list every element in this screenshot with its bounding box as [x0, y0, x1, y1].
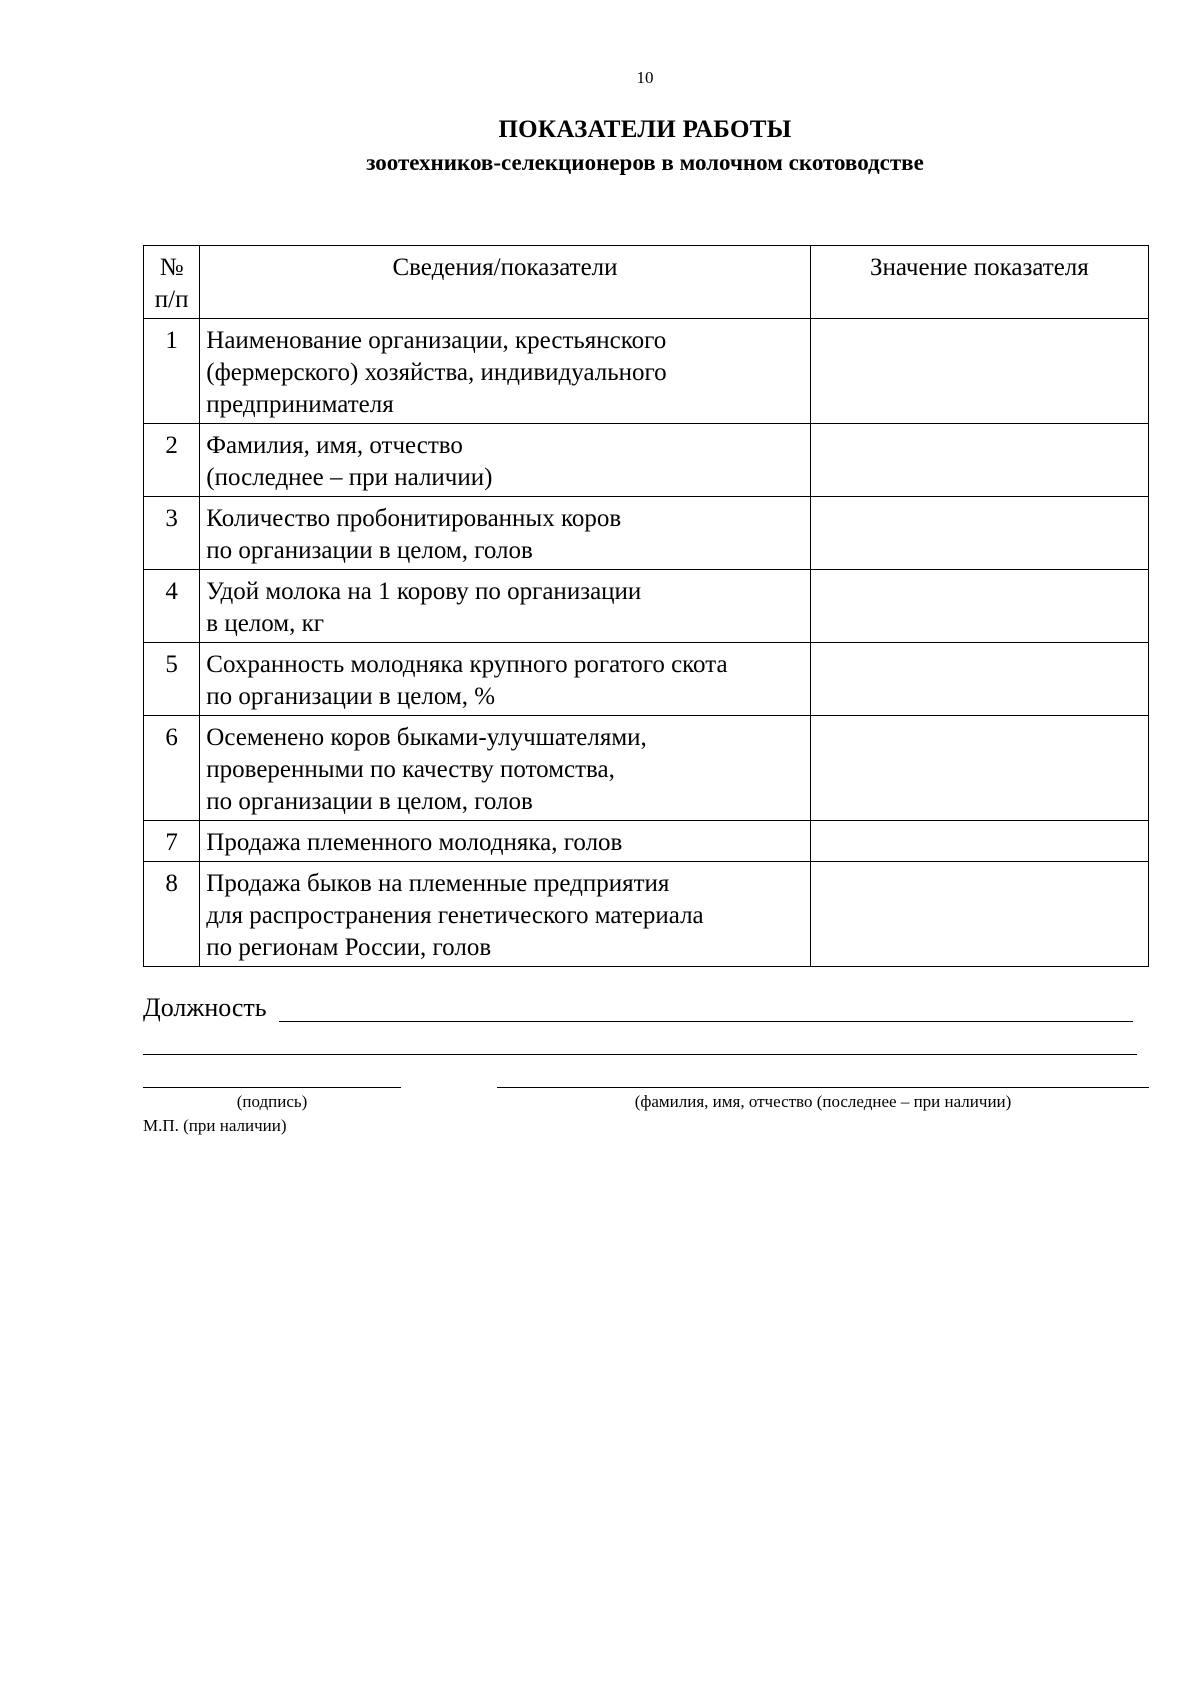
header-num: № п/п: [144, 246, 200, 319]
row-value: [810, 716, 1148, 821]
row-name: Удой молока на 1 корову по организации в целом, кг: [200, 570, 810, 643]
table-row: [144, 497, 1149, 570]
row-name: Осеменено коров быками-улучшателями, проверенными по качеству потомства, по организации в целом, голов: [200, 716, 810, 821]
row-num: 4: [144, 570, 200, 643]
row-name: Продажа быков на племенные предприятия для распространения генетического материала по регионам России, голов: [200, 862, 810, 967]
row-num: 7: [144, 821, 200, 862]
row-num: 1: [144, 319, 200, 424]
signature-line: [143, 1087, 401, 1088]
row-name: Наименование организации, крестьянского (фермерского) хозяйства, индивидуального предпринимателя: [200, 319, 810, 424]
table-row: [144, 643, 1149, 716]
position-field: [143, 993, 1133, 1025]
row-value: [810, 497, 1148, 570]
row-name: Продажа племенного молодняка, голов: [200, 821, 810, 862]
row-name: Сохранность молодняка крупного рогатого скота по организации в целом, %: [200, 643, 810, 716]
row-num: 5: [144, 643, 200, 716]
position-label: Должность: [143, 993, 267, 1022]
table-row: [144, 821, 1149, 862]
row-value: [810, 862, 1148, 967]
row-num: 3: [144, 497, 200, 570]
row-value: [810, 319, 1148, 424]
indicators-table: [143, 245, 1149, 967]
table-row: [144, 862, 1149, 967]
position-fill-line: [279, 1021, 1133, 1022]
row-value: [810, 821, 1148, 862]
document-title: ПОКАЗАТЕЛИ РАБОТЫ: [498, 116, 792, 143]
fio-line: [497, 1087, 1149, 1088]
position-continuation-line: [143, 1054, 1137, 1055]
stamp-label: М.П. (при наличии): [143, 1116, 287, 1135]
table-row: [144, 570, 1149, 643]
fio-caption: (фамилия, имя, отчество (последнее – при наличии): [634, 1092, 1012, 1111]
document-subtitle: зоотехников-селекционеров в молочном скотоводстве: [366, 150, 924, 175]
table-row: [144, 716, 1149, 821]
row-name: Количество пробонитированных коров по организации в целом, голов: [200, 497, 810, 570]
signature-caption: (подпись): [236, 1092, 308, 1111]
row-value: [810, 424, 1148, 497]
page-number: 10: [636, 68, 654, 87]
table-header-row: [144, 246, 1149, 319]
table-row: [144, 319, 1149, 424]
table-row: [144, 424, 1149, 497]
row-name: Фамилия, имя, отчество (последнее – при наличии): [200, 424, 810, 497]
header-name: Сведения/показатели: [200, 246, 810, 319]
row-num: 8: [144, 862, 200, 967]
row-value: [810, 643, 1148, 716]
row-num: 6: [144, 716, 200, 821]
row-num: 2: [144, 424, 200, 497]
row-value: [810, 570, 1148, 643]
header-value: Значение показателя: [810, 246, 1148, 319]
